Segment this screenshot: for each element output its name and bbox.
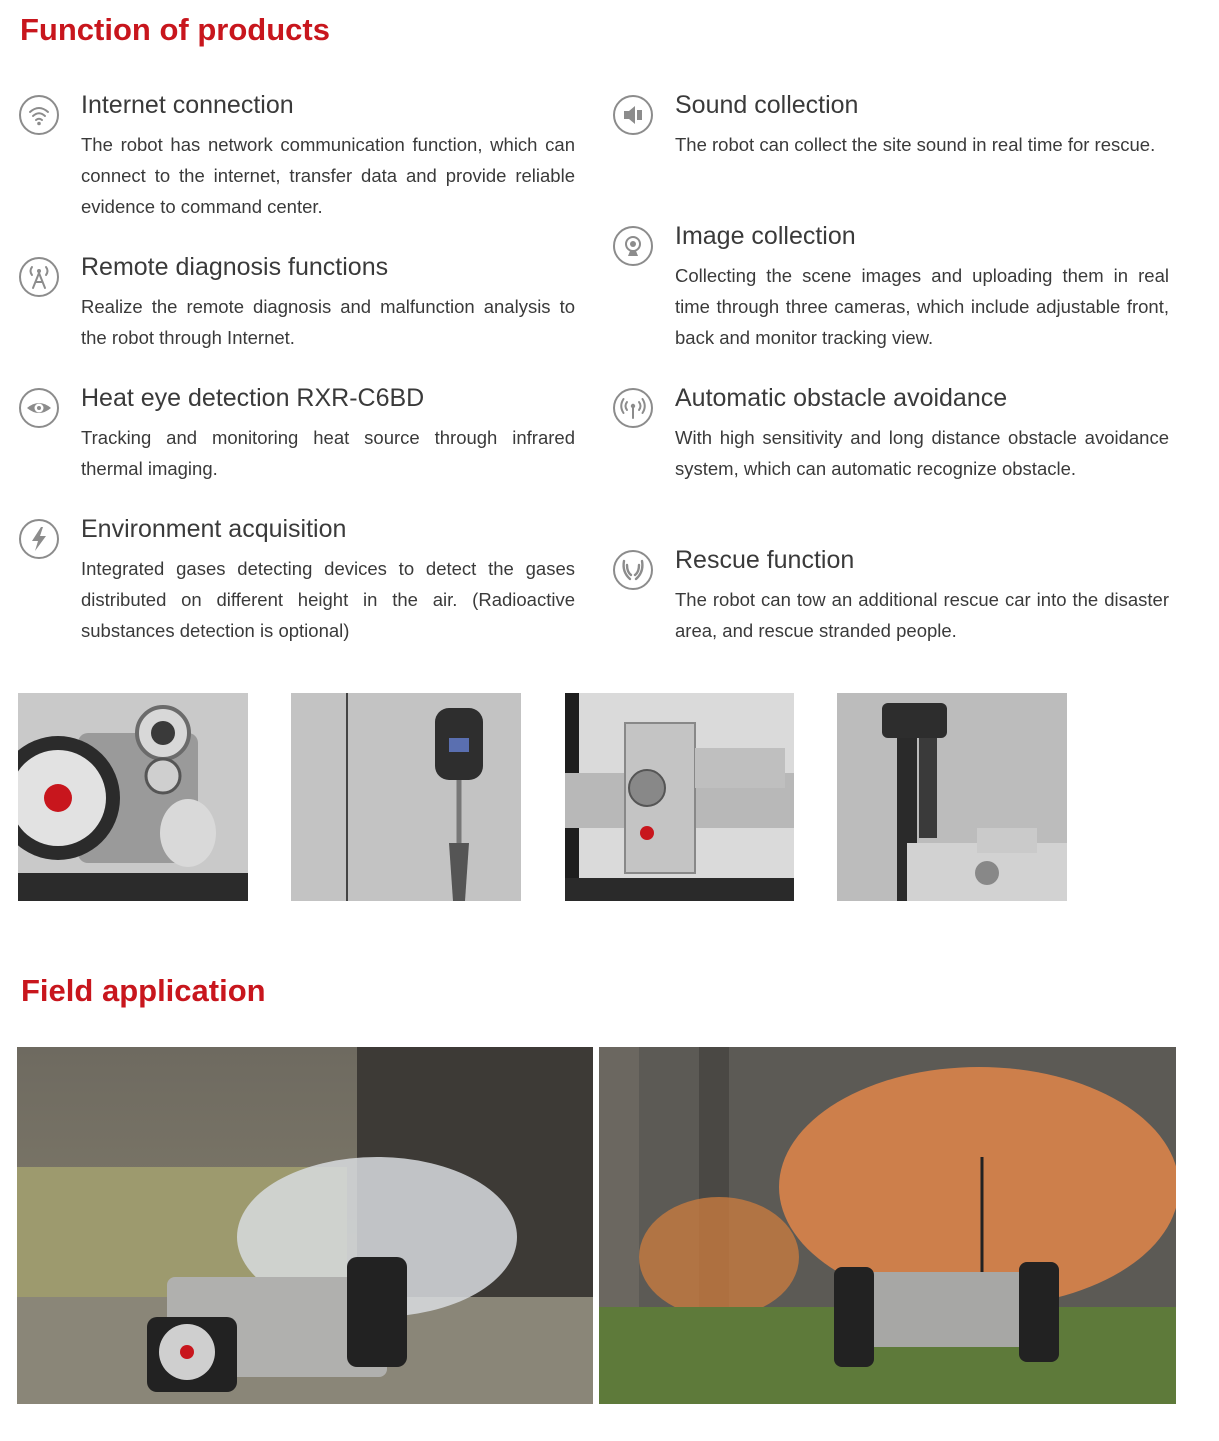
eye-icon — [19, 388, 59, 428]
speaker-icon — [613, 95, 653, 135]
feature-title: Sound collection — [675, 91, 859, 119]
product-photo-robot-head — [18, 693, 248, 901]
feature-title: Automatic obstacle avoidance — [675, 384, 1008, 412]
lightning-icon — [19, 519, 59, 559]
feature-title: Rescue function — [675, 546, 855, 574]
product-photo-gas-sensor — [291, 693, 521, 901]
antenna-tower-icon — [19, 257, 59, 297]
feature-description: Collecting the scene images and uploading them in real time through three cameras, which include adjustable front, back and monitor tracking view. — [675, 265, 1169, 348]
feature-title: Heat eye detection RXR-C6BD — [81, 384, 425, 412]
product-photo-camera-mast — [837, 693, 1067, 901]
webcam-icon — [613, 226, 653, 266]
field-photo-orange-smoke — [599, 1047, 1176, 1404]
product-photo-explosion-proof-camera — [565, 693, 794, 901]
section-title-functions: Function of products — [20, 12, 330, 47]
feature-description: With high sensitivity and long distance obstacle avoidance system, which can automatic recognize obstacle. — [675, 427, 1169, 479]
feature-title: Image collection — [675, 222, 856, 250]
radar-signal-icon — [613, 388, 653, 428]
wifi-icon — [19, 95, 59, 135]
feature-title: Internet connection — [81, 91, 294, 119]
feature-title: Environment acquisition — [81, 515, 347, 543]
helping-hands-icon — [613, 550, 653, 590]
feature-description: Realize the remote diagnosis and malfunction analysis to the robot through Internet. — [81, 296, 575, 348]
feature-description: Integrated gases detecting devices to detect the gases distributed on different height in the air. (Radioactive substances detection is optional) — [81, 558, 575, 641]
field-photo-industrial-smoke — [17, 1047, 593, 1404]
feature-description: Tracking and monitoring heat source through infrared thermal imaging. — [81, 427, 575, 479]
section-title-field-application: Field application — [21, 973, 266, 1008]
feature-description: The robot can tow an additional rescue car into the disaster area, and rescue stranded people. — [675, 589, 1169, 641]
feature-description: The robot can collect the site sound in real time for rescue. — [675, 134, 1156, 155]
feature-description: The robot has network communication function, which can connect to the internet, transfer data and provide reliable evidence to command center. — [81, 134, 575, 217]
feature-title: Remote diagnosis functions — [81, 253, 389, 281]
